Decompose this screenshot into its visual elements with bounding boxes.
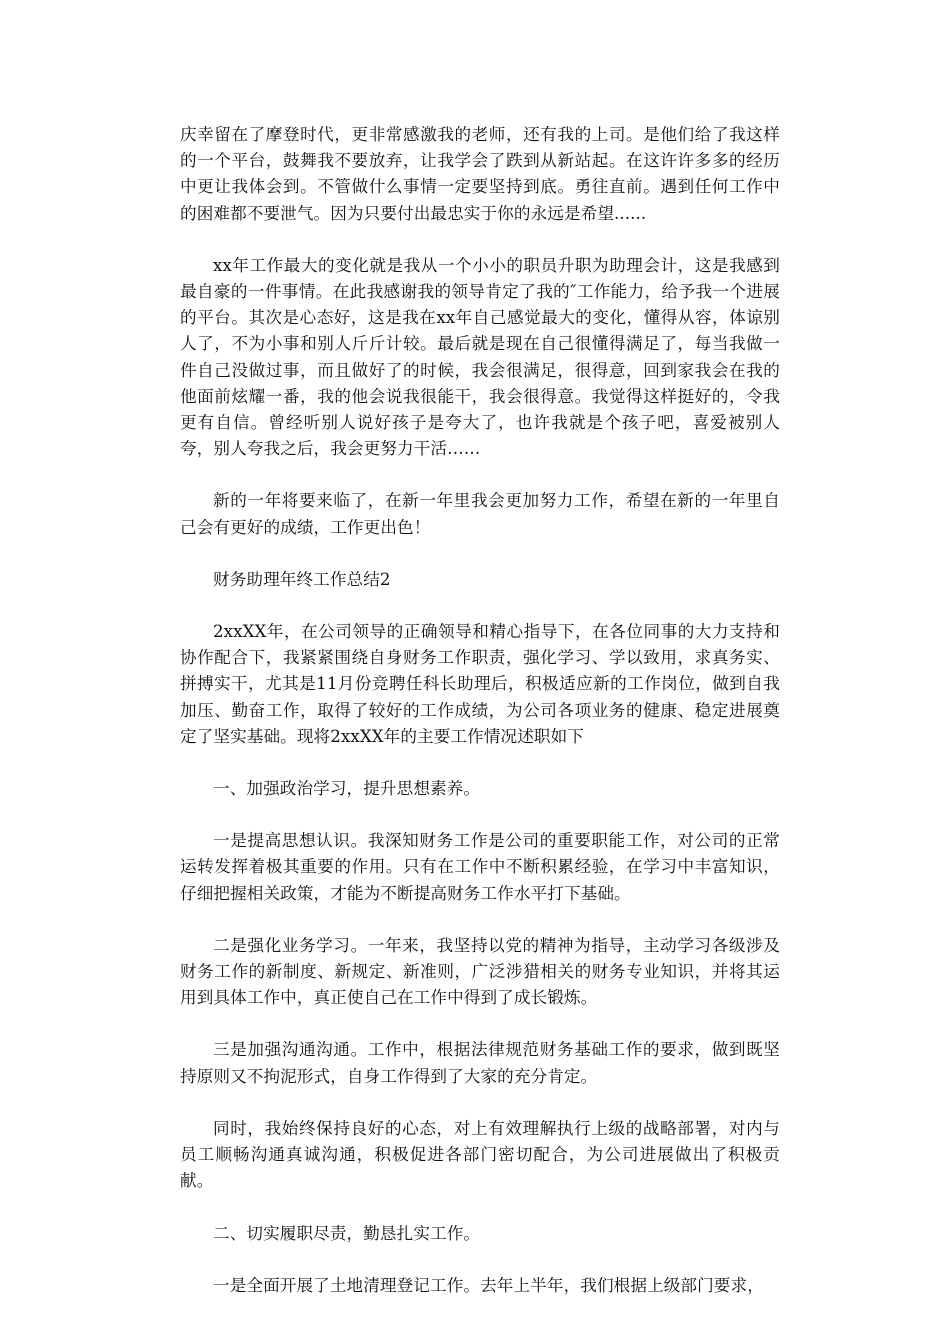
paragraph-gap [180,1090,780,1116]
paragraph-3: 新的一年将要来临了，在新一年里我会更加努力工作，希望在新的一年里自己会有更好的成绩，工作更出色！ [180,491,780,537]
heading-one: 一、加强政治学习，提升思想素养。 [213,779,481,799]
paragraph-gap [180,1011,780,1037]
paragraph-point-2: 二是强化业务学习。一年来，我坚持以党的精神为指导，主动学习各级涉及财务工作的新制度、新规定、新准则，广泛涉猎相关的财务专业知识，并将其运用到具体工作中，真正使自己在工作中得到了成长锻炼。 [180,935,780,1008]
paragraph-gap [180,593,780,619]
paragraph-gap [180,907,780,933]
paragraph-gap [180,1247,780,1273]
paragraph-gap [180,227,780,253]
paragraph-gap [180,1195,780,1221]
paragraph-land-registration: 一是全面开展了土地清理登记工作。去年上半年，我们根据上级部门要求， [213,1275,764,1295]
paragraph-intro: 2xxXX年，在公司领导的正确领导和精心指导下，在各位同事的大力支持和协作配合下，我紧紧围绕自身财务工作职责，强化学习、学以致用，求真务实、拼搏实干，尤其是11月份竞聘任科长助理后，积极适应新的工作岗位，做到自我加压、勤奋工作，取得了较好的工作成绩，为公司各项业务的健康、稳定进展奠定了坚实基础。现将2xxXX年的主要工作情况述职如下 [180,622,780,746]
heading-two: 二、切实履职尽责，勤恳扎实工作。 [213,1223,481,1243]
paragraph-gap [180,462,780,488]
paragraph-gap [180,802,780,828]
section-title: 财务助理年终工作总结2 [213,569,391,589]
paragraph-point-3: 三是加强沟通沟通。工作中，根据法律规范财务基础工作的要求，做到既坚持原则又不拘泥形式，自身工作得到了大家的充分肯定。 [180,1040,780,1086]
paragraph-point-1: 一是提高思想认识。我深知财务工作是公司的重要职能工作，对公司的正常运转发挥着极其重要的作用。只有在工作中不断积累经验，在学习中丰富知识，仔细把握相关政策，才能为不断提高财务工作水平打下基础。 [180,831,780,903]
paragraph-gap [180,541,780,567]
paragraph-1: 庆幸留在了摩登时代，更非常感激我的老师，还有我的上司。是他们给了我这样的一个平台，鼓舞我不要放弃，让我学会了跌到从新站起。在这许许多多的经历中更让我体会到。不管做什么事情一定要坚持到底。勇往直前。遇到任何工作中的困难都不要泄气。因为只要付出最忠实于你的永远是希望...... [180,125,780,223]
paragraph-gap [180,750,780,776]
paragraph-2: xx年工作最大的变化就是我从一个小小的职员升职为助理会计，这是我感到最自豪的一件事情。在此我感谢我的领导肯定了我的″工作能力，给予我一个进展的平台。其次是心态好，这是我在xx年自己感觉最大的变化，懂得从容，体谅别人了，不为小事和别人斤斤计较。最后就是现在自己很懂得满足了，每当我做一件自己没做过事，而且做好了的时候，我会很满足，很得意，回到家我会在我的他面前炫耀一番，我的他会说我很能干，我会很得意。我觉得这样挺好的，令我更有自信。曾经听别人说好孩子是夸大了，也许我就是个孩子吧，喜爱被别人夸，别人夸我之后，我会更努力干活…… [180,255,780,459]
paragraph-meanwhile: 同时，我始终保持良好的心态，对上有效理解执行上级的战略部署，对内与员工顺畅沟通真诚沟通，积极促进各部门密切配合，为公司进展做出了积极贡献。 [180,1118,780,1191]
document-page [180,122,780,1299]
